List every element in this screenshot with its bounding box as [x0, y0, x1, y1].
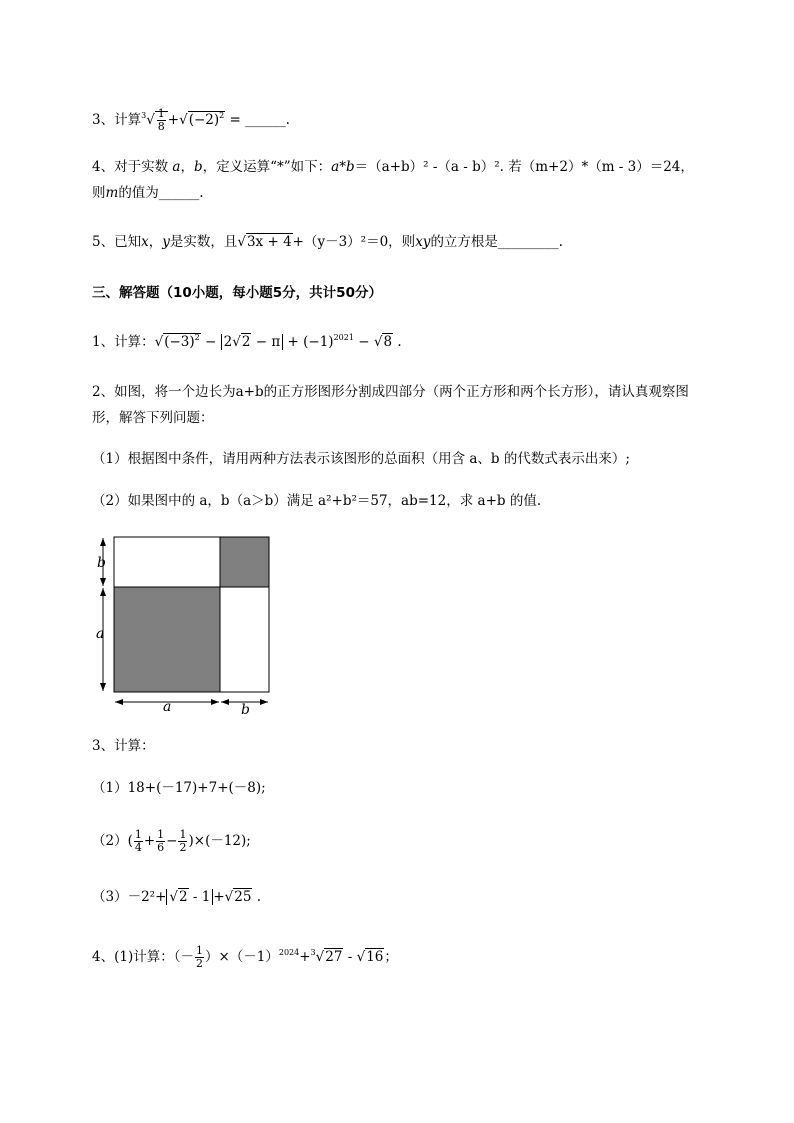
- p3-fraction-3: $\frac{1}{2}$: [179, 828, 187, 854]
- q3-number: 3、: [92, 112, 115, 128]
- p4-fraction: $\frac{1}{2}$: [195, 944, 203, 970]
- p3-number: 3、: [92, 738, 115, 754]
- p1-sqrt-sign: √: [154, 334, 164, 350]
- arrowhead: [100, 538, 106, 546]
- problem-3-sub3: （3）－2²+ √2 - 1 +√25 .: [92, 889, 262, 905]
- problem-4: 4、(1)计算：（－ $\frac{1}{2}$ ）$\times(-1)^{2024}+^3√27 - √16$；: [92, 944, 398, 970]
- p1-sqrt-radicand: $(-3)^2$: [164, 333, 200, 350]
- p1-sqrt-sign-2: √: [373, 334, 383, 350]
- p3-sqrt-radicand: 25: [234, 889, 252, 905]
- label-b-bottom: b: [241, 702, 250, 718]
- problem-1: 1、计算：$√(-3)^2 - 2√2 - \pi + (-1)^{2021} - √8$ .: [92, 333, 402, 350]
- q3-sqrt-sign: √: [179, 112, 188, 128]
- problem-2-line2: 形，解答下列问题：: [92, 410, 214, 426]
- problem-2-sub2: （2）如果图中的 a，b（a＞b）满足 a²+b²＝57，ab=12，求 a+b 的值.: [92, 493, 542, 509]
- small-gray-square: [220, 537, 269, 587]
- p4-sqrt-radicand: 16: [366, 949, 384, 965]
- arrowhead: [221, 699, 229, 705]
- p3-fraction-1: $\frac{1}{4}$: [134, 828, 142, 854]
- arrowhead: [100, 683, 106, 691]
- problem-3-sub2: （2）( $\frac{1}{4}$ + $\frac{1}{6}$ − $\frac{1}{2}$ )×(－12);: [92, 828, 251, 854]
- arrowhead: [260, 699, 268, 705]
- arrowhead: [100, 578, 106, 586]
- arrowhead: [211, 699, 219, 705]
- arrowhead: [100, 588, 106, 596]
- large-gray-square: [114, 587, 220, 692]
- q3-fraction: $\frac{1}{8}$: [157, 107, 165, 133]
- section-heading: 三、解答题（10小题，每小题5分，共计50分）: [92, 285, 382, 301]
- problem-3-title: 3、计算：: [92, 738, 155, 754]
- label-a-bottom: a: [163, 699, 172, 715]
- p3-fraction-2: $\frac{1}{6}$: [157, 828, 165, 854]
- q5-sqrt-radicand: 3x + 4: [246, 234, 292, 250]
- p1-number: 1、: [92, 334, 115, 350]
- q3-cuberoot-sign: √: [146, 112, 155, 128]
- p2-number: 2、: [92, 384, 115, 400]
- q3-sqrt-radicand: $(-2)^2$: [188, 111, 225, 128]
- q3-cube-index: 3: [141, 111, 147, 120]
- square-partition-figure: [92, 530, 277, 720]
- problem-2-sub1: （1）根据图中条件，请用两种方法表示该图形的总面积（用含 a、b 的代数式表示出来）;: [92, 451, 630, 467]
- fill-blank-q4-line2: 则m的值为______.: [92, 185, 204, 201]
- label-b-left: b: [97, 555, 106, 571]
- q5-number: 5、: [92, 234, 115, 250]
- q3-cuberoot-radicand: [155, 107, 168, 133]
- p3-absolute-value: √2 - 1: [166, 889, 213, 905]
- p4-number: 4、: [92, 949, 115, 965]
- fill-blank-q3: 3、计算$^3$√ $\frac{1}{8}$ $+√(-2)^2$ = ______.: [92, 107, 290, 133]
- label-a-left: a: [96, 626, 105, 642]
- fill-blank-q5: 5、已知x，y是实数，且√3x + 4+（y－3）²＝0，则xy的立方根是_________.: [92, 234, 563, 250]
- q4-number: 4、: [92, 159, 115, 175]
- fill-blank-q4: 4、对于实数 a，b，定义运算“*”如下：a*b＝（a+b）² -（a - b）². 若（m+2）*（m - 3）＝24，: [92, 159, 694, 175]
- p4-cuberoot-radicand: 27: [325, 949, 343, 965]
- q3-answer-blank: ______: [245, 112, 286, 128]
- problem-2-line1: 2、如图，将一个边长为a+b的正方形图形分割成四部分（两个正方形和两个长方形），请认真观察图: [92, 384, 689, 400]
- arrowhead: [115, 699, 123, 705]
- problem-3-sub1: （1）18+(－17)+7+(－8);: [92, 780, 266, 796]
- q5-sqrt-sign: √: [237, 234, 246, 250]
- q3-prefix: 计算: [114, 112, 142, 128]
- p1-absolute-value: 2√2 − π: [221, 334, 284, 350]
